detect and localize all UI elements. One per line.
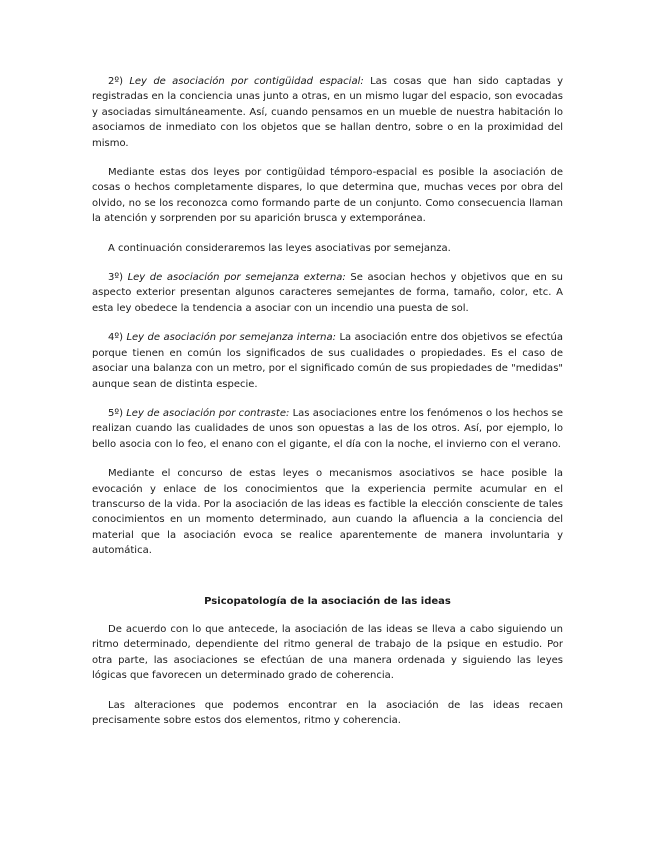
paragraph-text: Se asocian hechos y objetivos que en su aspecto exterior presentan algunos caracteres semejantes de forma, tamaño, color, etc. A esta ley obedece la tendencia a asociar con un incendio una puesta de sol.: [92, 272, 564, 314]
paragraph-text: A continuación consideraremos las leyes asociativas por semejanza.: [108, 242, 451, 254]
paragraph-text: La asociación entre dos objetivos se efectúa porque tienen en común los significados de sus cualidades o propiedades. Es el caso de asociar una balanza con un metro, por el significado común de sus propiedades de "medidas" aunque sean de distinta especie.: [92, 332, 564, 390]
section-heading: Psicopatología de la asociación de las ideas: [204, 595, 451, 607]
paragraph-text: Las asociaciones entre los fenómenos o los hechos se realizan cuando las cualidades de unos son opuestas a las de los otros. Así, por ejemplo, lo bello asocia con lo feo, el enano con el gigante, el día con la noche, el invierno con el verano.: [92, 407, 564, 450]
paragraph-text: Las cosas que han sido captadas y registradas en la conciencia unas junto a otras, en un mismo lugar del espacio, son evocadas y asociadas simultáneamente. Así, cuando pensamos en un mueble de nuestra habitación lo asociamos de inmediato con los objetos que se hallan dentro, sobre o en la proximidad del mismo.: [92, 76, 563, 149]
paragraph-law-5: [92, 406, 563, 452]
paragraph-text: Mediante el concurso de estas leyes o mecanismos asociativos se hace posible la evocación y enlace de los conocimientos que la experiencia permite acumular en el transcurso de la vida. Por la asociación de las ideas es factible la elección consciente de tales conocimientos en un momento determinado, aun cuando la afluencia a la conciencia del material que la asociación evoca se realice aparentemente de manera involuntaria y automática.: [92, 468, 563, 557]
document-page: [92, 74, 563, 742]
law-number: 2º): [108, 76, 130, 87]
paragraph-law-2: [92, 74, 563, 151]
law-title: Ley de asociación por semejanza interna:: [126, 332, 337, 344]
law-title: Ley de asociación por contraste:: [126, 407, 290, 419]
paragraph-transition: [92, 241, 563, 256]
paragraph-law-3: [92, 270, 563, 316]
paragraph-text: Mediante estas dos leyes por contigüidad témporo-espacial es posible la asociación de cosas o hechos completamente dispares, lo que determina que, muchas veces por obra del olvido, no se los reconozca como formando parte de un conjunto. Como consecuencia llaman la atención y sorprenden por su aparición brusca y extemporánea.: [92, 167, 563, 225]
law-number: 5º): [108, 407, 127, 419]
paragraph-conclusion: [92, 466, 563, 558]
law-title: Ley de asociación por semejanza externa:: [127, 272, 346, 284]
paragraph-section-1: De acuerdo con lo que antecede, la asociación de las ideas se lleva a cabo siguiendo un ritmo determinado, dependiente del ritmo general de trabajo de la psique en estudio. Por otra parte, las asociaciones se efectúan de una manera ordenada y siguiendo las leyes lógicas que favorecen un determinado grado de coherencia.: [92, 623, 563, 682]
paragraph-section-2: Las alteraciones que podemos encontrar en la asociación de las ideas recaen precisamente sobre estos dos elementos, ritmo y coherencia.: [92, 699, 563, 726]
paragraph-law-4: [92, 330, 563, 392]
paragraph-contiguity-summary: [92, 165, 563, 227]
law-number: 3º): [108, 272, 128, 284]
law-title: Ley de asociación por contigüidad espacial:: [129, 76, 364, 87]
law-number: 4º): [108, 332, 127, 344]
